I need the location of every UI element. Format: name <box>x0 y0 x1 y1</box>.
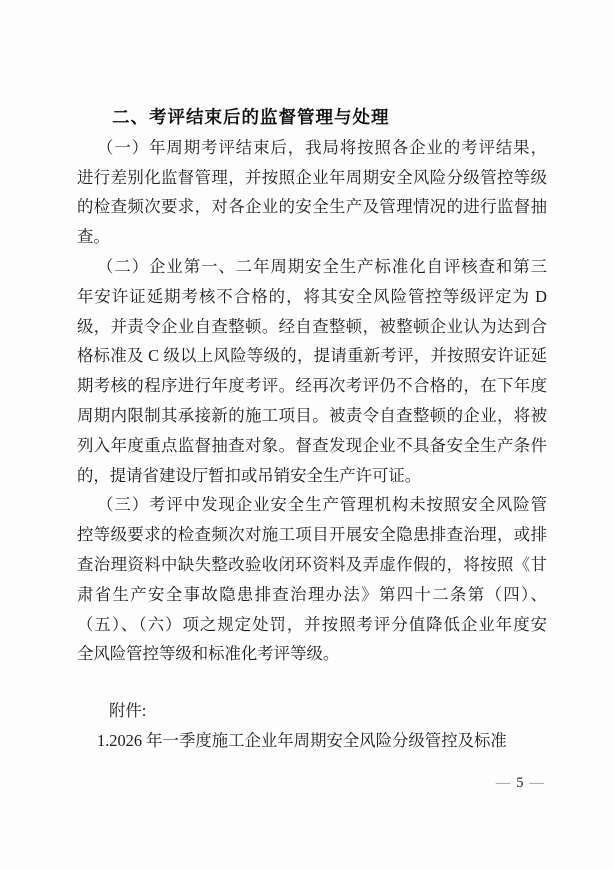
paragraph-line: 控等级要求的检查频次对施工项目开展安全隐患排查治理，或排 <box>77 525 547 545</box>
paragraph-line: 全风险管控等级和标准化考评等级。 <box>77 644 340 664</box>
page-number-dash-right: — <box>529 775 544 791</box>
paragraph <box>77 133 547 252</box>
paragraph-line: 肃省生产安全事故隐患排查治理办法》第四十二条第（四）、 <box>77 584 547 604</box>
attachment-section <box>77 696 547 756</box>
paragraph-line: 列入年度重点监督抽查对象。督查发现企业不具备安全生产条件 <box>77 435 547 455</box>
paragraph-line: （二）企业第一、二年周期安全生产标准化自评核查和第三 <box>97 256 547 276</box>
page-number-value: 5 <box>516 775 524 791</box>
page-number-dash-left: — <box>495 775 511 791</box>
paragraph-line: （三）考评中发现企业安全生产管理机构未按照安全风险管 <box>97 495 547 515</box>
document-body <box>77 103 547 756</box>
section-heading: 二、考评结束后的监督管理与处理 <box>112 107 390 127</box>
paragraph-line: 级，并责令企业自查整顿。经自查整顿，被整顿企业认为达到合 <box>77 316 547 336</box>
attachment-label: 附件: <box>109 701 147 721</box>
paragraph-line: 进行差别化监督管理，并按照企业年周期安全风险分级管控等级 <box>77 167 547 187</box>
page-number <box>490 772 550 794</box>
paragraph-line: 年安许证延期考核不合格的，将其安全风险管控等级评定为 D <box>77 286 547 306</box>
paragraph-line: 期考核的程序进行年度考评。经再次考评仍不合格的，在下年度 <box>77 376 547 396</box>
paragraph <box>77 490 547 669</box>
attachment-item: 1.2026 年一季度施工企业年周期安全风险分级管控及标准 <box>97 730 507 750</box>
paragraph-line: 查。 <box>77 227 110 247</box>
paragraph-line: 的，提请省建设厅暂扣或吊销安全生产许可证。 <box>77 465 422 485</box>
paragraph <box>77 252 547 490</box>
paragraph-line: （一）年周期考评结束后，我局将按照各企业的考评结果， <box>97 137 547 157</box>
paragraph-line: 查治理资料中缺失整改验收闭环资料及弄虚作假的，将按照《甘 <box>77 554 547 574</box>
paragraph-line: 周期内限制其承接新的施工项目。被责令自查整顿的企业，将被 <box>77 405 547 425</box>
paragraph-line: （五）、（六）项之规定处罚，并按照考评分值降低企业年度安 <box>77 614 547 634</box>
paragraph-line: 的检查频次要求，对各企业的安全生产及管理情况的进行监督抽 <box>77 197 547 217</box>
paragraph-line: 格标准及 C 级以上风险等级的，提请重新考评，并按照安许证延 <box>77 346 547 366</box>
